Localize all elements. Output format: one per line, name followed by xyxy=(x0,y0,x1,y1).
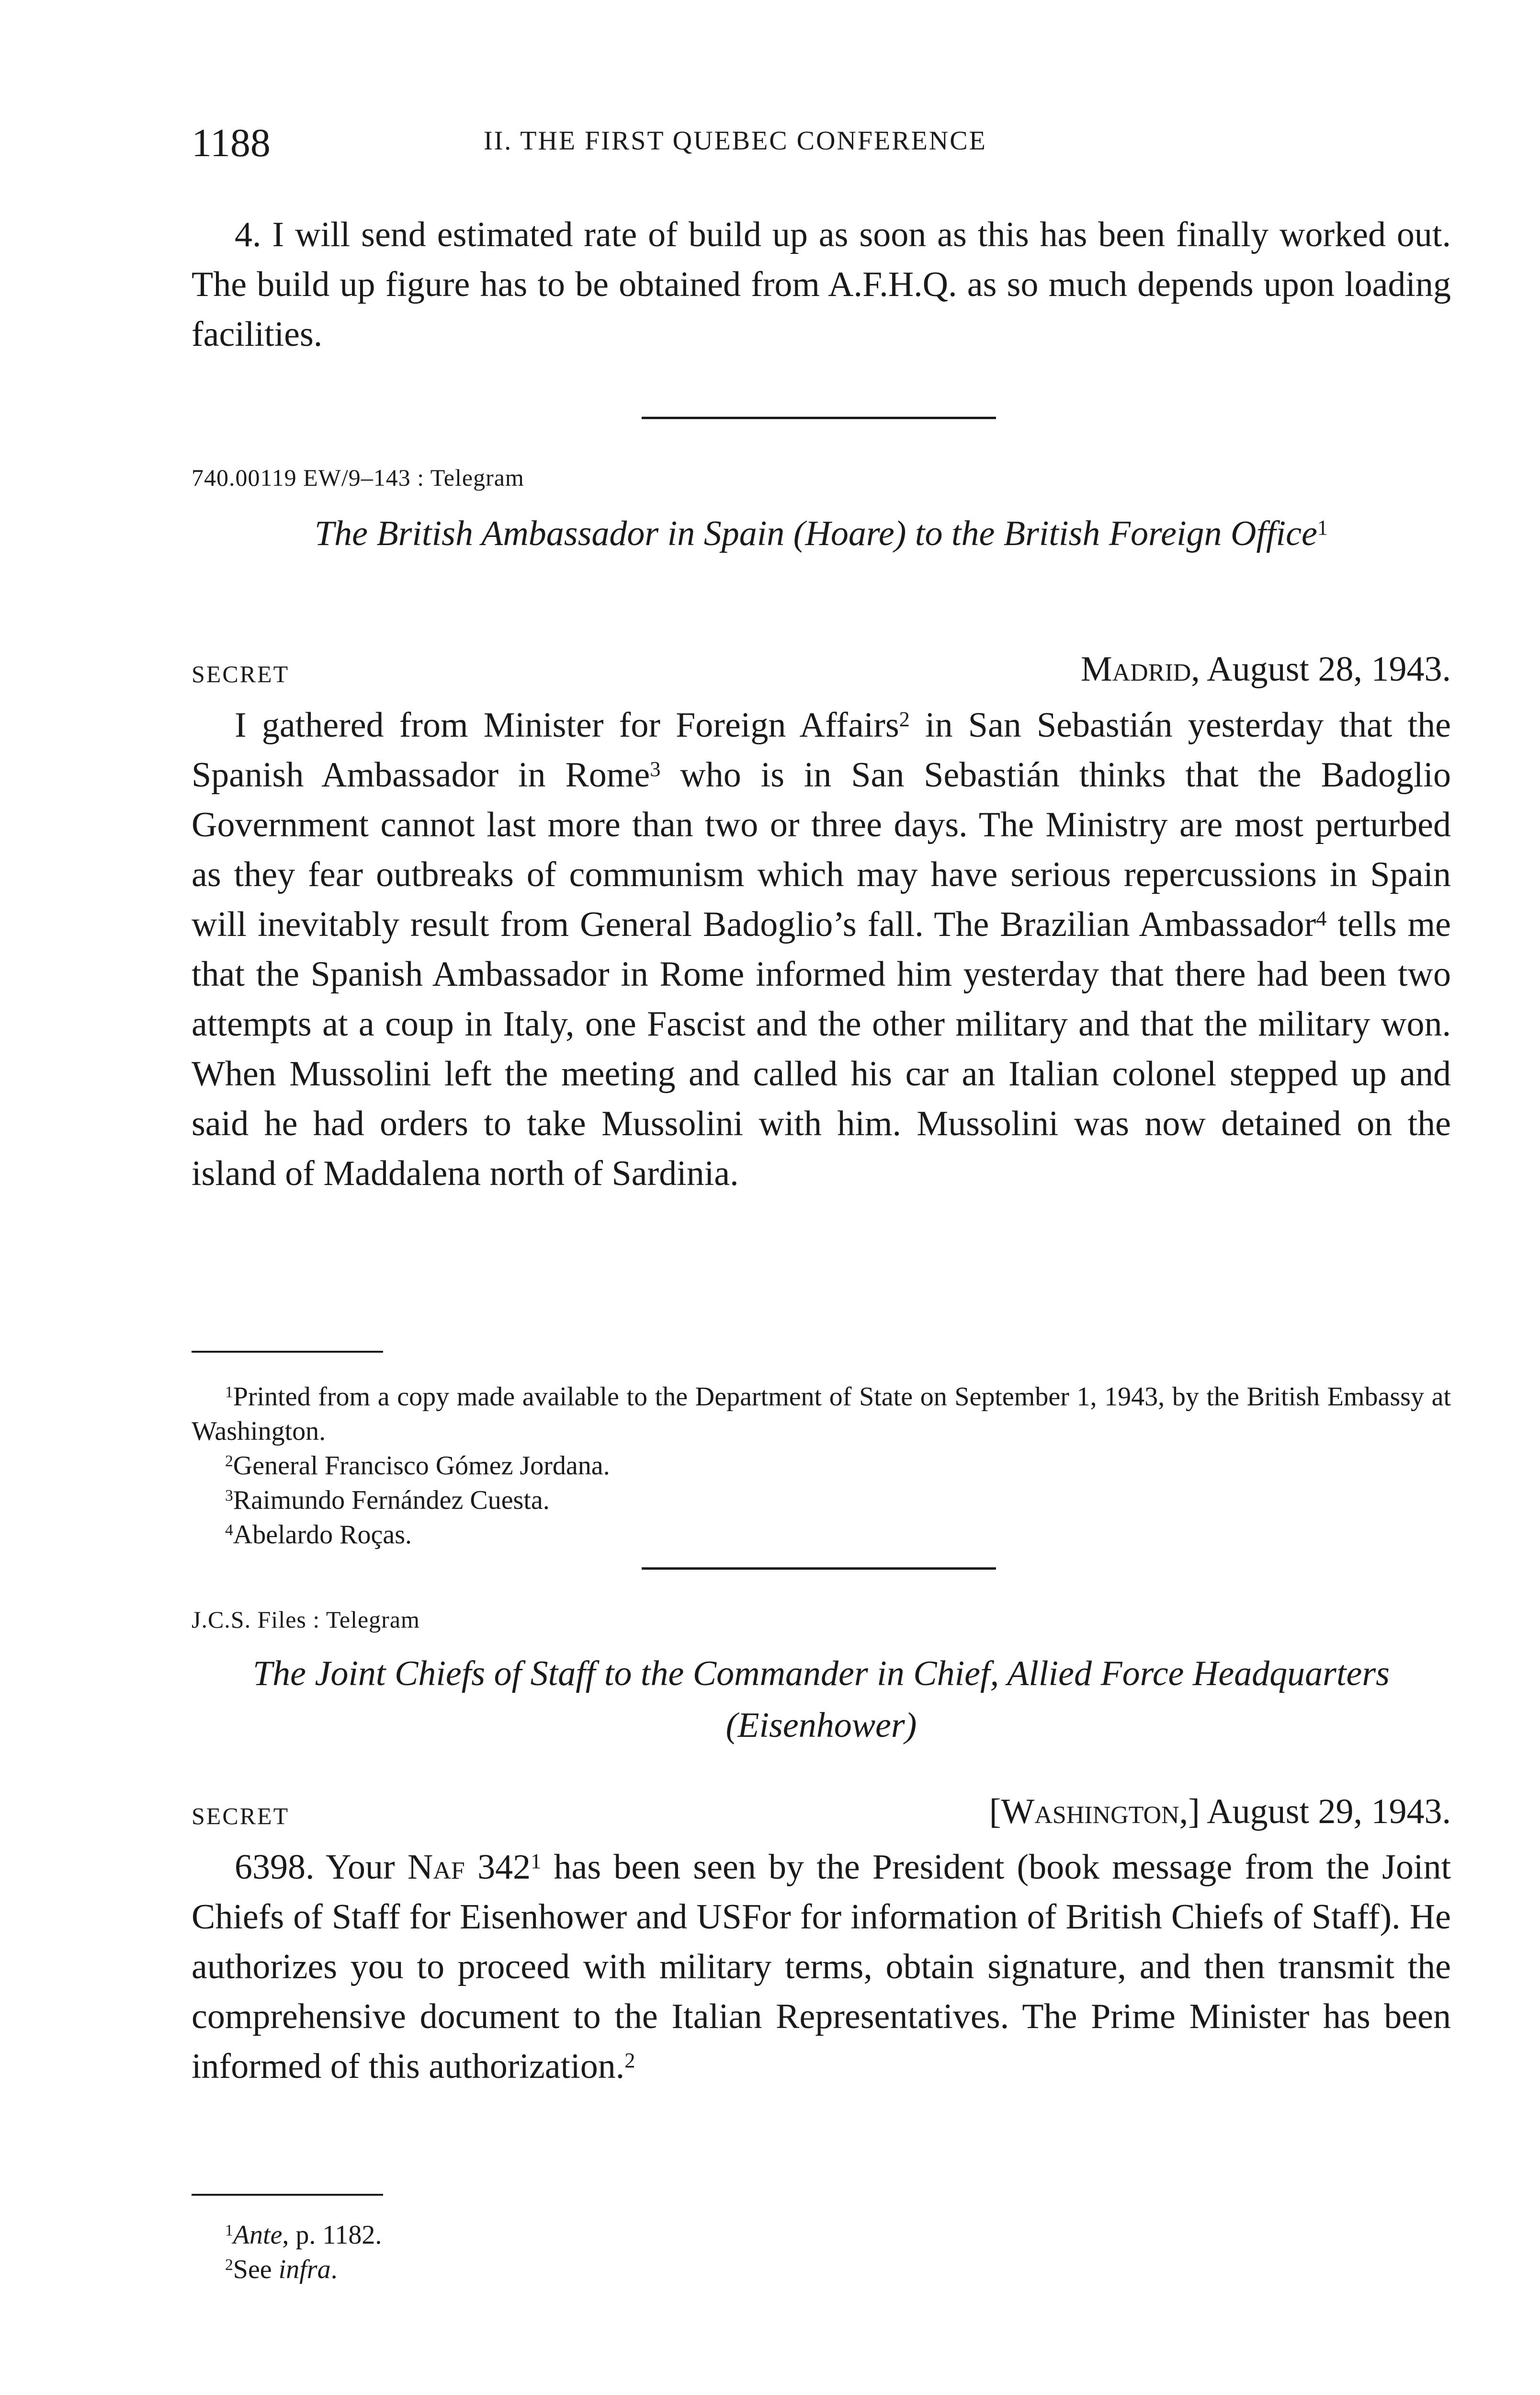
doc1-fn-ref-2: 2 xyxy=(899,707,910,731)
doc1-classification: SECRET xyxy=(192,661,290,687)
section-divider xyxy=(642,417,996,419)
doc1-footnote-rule xyxy=(192,1351,383,1353)
doc2-heading-block xyxy=(192,1648,1451,1751)
doc2-footnote-1-num: 1 xyxy=(225,2222,233,2240)
doc2-body xyxy=(192,1842,1451,2091)
doc1-heading xyxy=(192,508,1451,559)
doc1-fn-ref-4: 4 xyxy=(1316,906,1327,930)
doc2-place: Washington xyxy=(1001,1792,1179,1831)
doc1-body-part-d: tells me that the Spanish Ambassador in Rome informed him yesterday that there had been two attempts at a coup in Italy, one Fascist and the other military and that the military won. When Mussolini left the meeting and called his car an Italian colonel stepped up and said he had orders to take Mussolini with him. Mussolini was now detained on the island of Maddalena north of Sardinia. xyxy=(192,905,1451,1193)
doc1-footnote-3 xyxy=(192,1483,1451,1517)
doc2-body-part-c: has been seen by the President (book message from the Joint Chiefs of Staff for Eisenhower and USFor for information of British Chiefs of Staff). He authorizes you to proceed with military terms, obtain signature, and then transmit the comprehensive document to the Italian Representatives. The Prime Minister has been informed of this authorization. xyxy=(192,1848,1451,2086)
doc1-body-part-c: who is in San Sebastián thinks that the Badoglio Government cannot last more than two or three days. The Ministry are most perturbed as they fear outbreaks of communism which may have serious repercussions in Spain will inevitably result from General Badoglio’s fall. The Brazilian Ambassador xyxy=(192,755,1451,944)
doc1-heading-text: The British Ambassador in Spain (Hoare) to the British Foreign Office xyxy=(314,514,1317,553)
doc1-footnotes xyxy=(192,1380,1451,1552)
top-paragraph: 4. I will send estimated rate of build up as soon as this has been finally worked out. The build up figure has to be obtained from A.F.H.Q. as so much depends upon loading facilities. xyxy=(192,215,1451,354)
section-divider xyxy=(642,1567,996,1570)
doc2-body-part-b: 342 xyxy=(464,1848,531,1887)
doc2-footnote-2-num: 2 xyxy=(225,2256,233,2274)
doc1-heading-block xyxy=(192,508,1451,559)
doc2-heading: The Joint Chiefs of Staff to the Commander in Chief, Allied Force Headquarters (Eisenhower) xyxy=(253,1654,1390,1745)
doc2-footnote-2 xyxy=(192,2252,1451,2287)
doc2-footnotes xyxy=(192,2218,1451,2287)
doc1-body-part-b: in San Sebastián yesterday that the Spanish Ambassador in Rome xyxy=(192,706,1451,795)
running-title: II. THE FIRST QUEBEC CONFERENCE xyxy=(484,126,987,156)
doc1-place-date xyxy=(1081,649,1451,690)
doc2-footnote-2-italic: infra xyxy=(278,2255,331,2284)
doc1-footnote-3-text: Raimundo Fernández Cuesta. xyxy=(233,1485,550,1515)
doc2-date: August 29, 1943. xyxy=(1200,1792,1451,1831)
doc2-classification: SECRET xyxy=(192,1802,290,1829)
doc1-footnote-4-num: 4 xyxy=(225,1521,233,1540)
doc1-heading-footnote-ref: 1 xyxy=(1317,515,1328,539)
doc1-body-part-a: I gathered from Minister for Foreign Affairs xyxy=(235,706,899,745)
doc1-footnote-1-num: 1 xyxy=(225,1383,233,1402)
doc2-body-part-a: 6398. Your xyxy=(235,1848,408,1887)
doc2-footnote-1-post: , p. 1182. xyxy=(282,2220,382,2250)
doc2-place-close: ,] xyxy=(1179,1792,1200,1831)
doc2-fn-ref-2: 2 xyxy=(624,2048,635,2072)
doc2-footnote-1-italic: Ante xyxy=(233,2220,283,2250)
doc1-footnote-4-text: Abelardo Roças. xyxy=(233,1520,412,1550)
doc2-file-reference: J.C.S. Files : Telegram xyxy=(192,1606,420,1633)
doc1-footnote-2-text: General Francisco Gómez Jordana. xyxy=(233,1451,610,1481)
doc1-body xyxy=(192,700,1451,1198)
doc2-place-open: [ xyxy=(989,1792,1001,1831)
doc1-footnote-1-text: Printed from a copy made available to the Department of State on September 1, 1943, by the British Embassy at Washington. xyxy=(192,1382,1451,1446)
doc1-date: , August 28, 1943. xyxy=(1191,650,1451,689)
doc1-file-reference: 740.00119 EW/9–143 : Telegram xyxy=(192,464,524,491)
doc2-footnote-2-post: . xyxy=(330,2255,338,2284)
doc1-footnote-2 xyxy=(192,1448,1451,1483)
page-number: 1188 xyxy=(192,121,271,165)
doc2-place-date xyxy=(989,1791,1451,1832)
doc1-footnote-4 xyxy=(192,1517,1451,1552)
doc1-footnote-1 xyxy=(192,1380,1451,1448)
doc2-footnote-1 xyxy=(192,2218,1451,2252)
doc2-fn-ref-1: 1 xyxy=(531,1848,542,1873)
doc2-naf: Naf xyxy=(407,1848,465,1887)
doc1-place: Madrid xyxy=(1080,650,1191,689)
doc1-fn-ref-3: 3 xyxy=(650,756,661,781)
doc1-footnote-3-num: 3 xyxy=(225,1487,233,1505)
doc2-footnote-2-pre: See xyxy=(233,2255,279,2284)
doc1-footnote-2-num: 2 xyxy=(225,1452,233,1471)
doc2-footnote-rule xyxy=(192,2194,383,2196)
